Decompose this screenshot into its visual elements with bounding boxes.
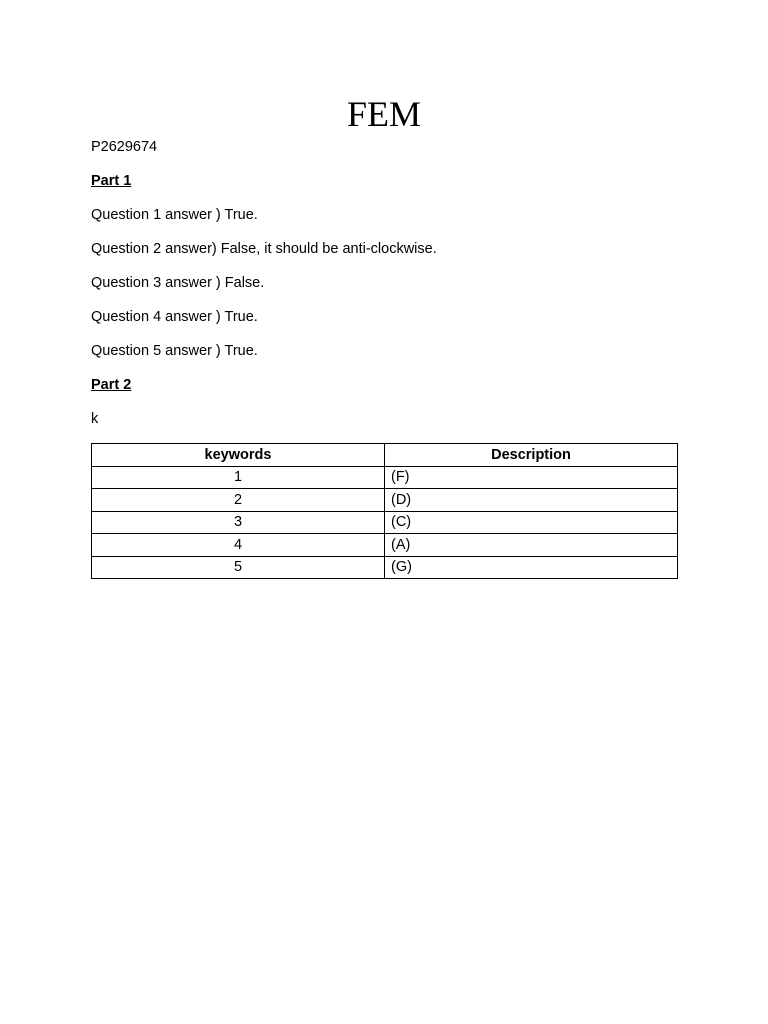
part2-heading: Part 2 — [91, 377, 132, 393]
table-cell-description: (C) — [385, 511, 678, 534]
document-title: FEM — [346, 94, 422, 134]
table-cell-keyword: 2 — [92, 489, 385, 512]
answer-line: Question 5 answer ) True. — [91, 343, 258, 359]
table-header-keywords: keywords — [92, 444, 385, 467]
answer-line: Question 2 answer) False, it should be anti-clockwise. — [91, 241, 437, 257]
table-row — [92, 466, 678, 489]
table-header-description: Description — [385, 444, 678, 467]
answer-line: Question 1 answer ) True. — [91, 207, 258, 223]
part2-note: k — [91, 411, 99, 427]
part1-heading: Part 1 — [91, 173, 132, 189]
table-row — [92, 511, 678, 534]
table-row — [92, 556, 678, 579]
table-cell-keyword: 3 — [92, 511, 385, 534]
table-header-row — [92, 444, 678, 467]
table-row — [92, 534, 678, 557]
table-cell-description: (F) — [385, 466, 678, 489]
table-cell-description: (D) — [385, 489, 678, 512]
keywords-table — [91, 443, 678, 579]
student-id: P2629674 — [91, 139, 158, 155]
answer-line: Question 3 answer ) False. — [91, 275, 265, 291]
table-cell-keyword: 4 — [92, 534, 385, 557]
table-cell-description: (A) — [385, 534, 678, 557]
table-cell-keyword: 5 — [92, 556, 385, 579]
table-cell-keyword: 1 — [92, 466, 385, 489]
table-row — [92, 489, 678, 512]
answer-line: Question 4 answer ) True. — [91, 309, 258, 325]
table-cell-description: (G) — [385, 556, 678, 579]
